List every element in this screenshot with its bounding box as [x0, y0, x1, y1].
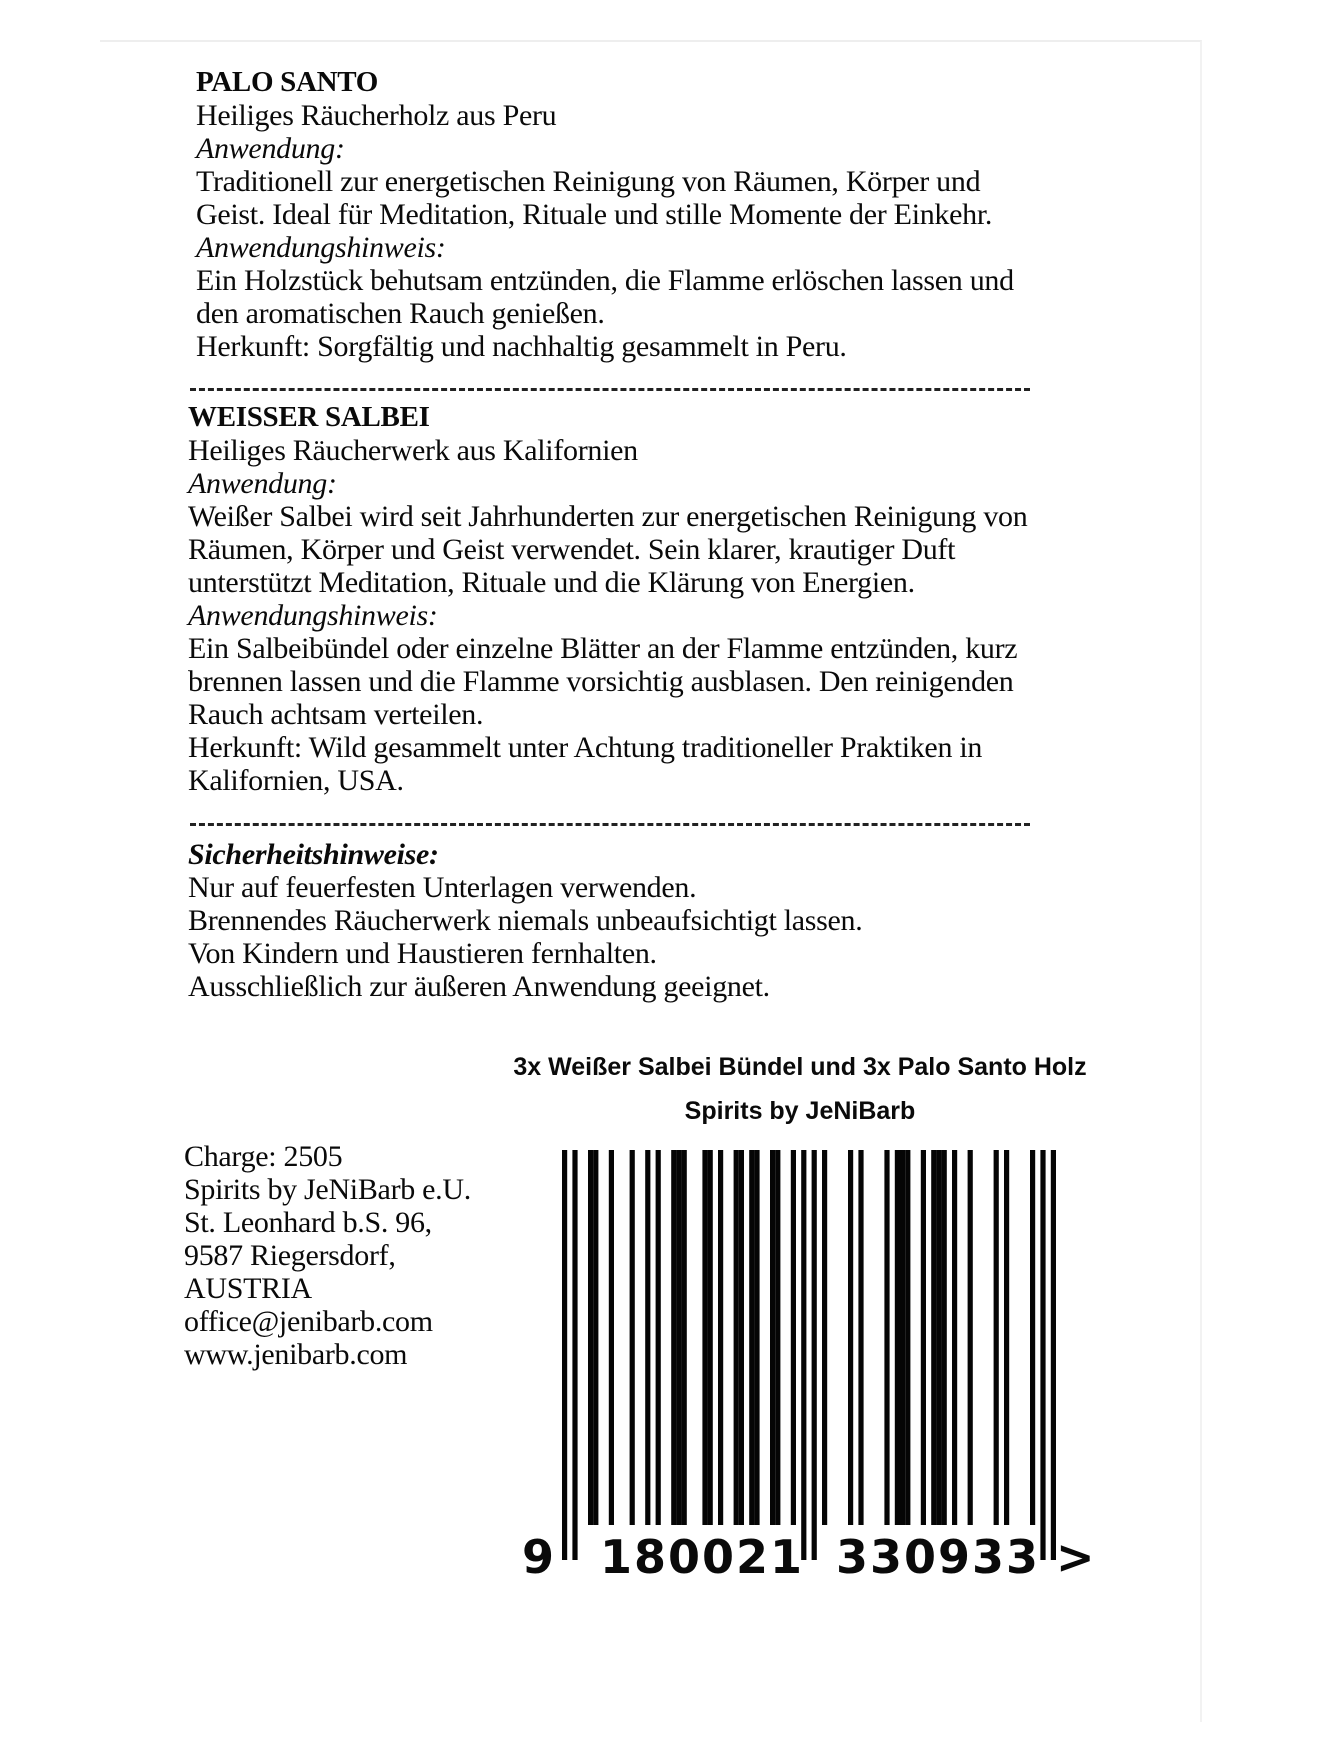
barcode-bar: [884, 1150, 889, 1525]
barcode-bar: [562, 1150, 567, 1560]
barcode-bar: [942, 1150, 947, 1525]
barcode-bar: [921, 1150, 926, 1525]
barcode-bar: [702, 1150, 707, 1525]
barcode-bar: [656, 1150, 661, 1525]
barcode-bar: [936, 1150, 941, 1525]
barcode-bar: [739, 1150, 744, 1525]
palo-santo-usage-line: Traditionell zur energetischen Reinigung von Räumen, Körper und: [196, 165, 981, 198]
barcode-bar: [630, 1150, 635, 1525]
barcode-right-digits: 330933: [836, 1530, 1041, 1584]
ean13-barcode: [540, 1150, 1080, 1570]
barcode-bar: [931, 1150, 936, 1525]
salbei-usage-line: unterstützt Meditation, Rituale und die Klärung von Energien.: [188, 566, 915, 599]
palo-santo-origin: Herkunft: Sorgfältig und nachhaltig gesammelt in Peru.: [196, 330, 847, 363]
palo-santo-hint-label: Anwendungshinweis:: [196, 231, 446, 264]
salbei-usage-label: Anwendung:: [188, 467, 337, 500]
barcode-bar: [1040, 1150, 1045, 1560]
barcode-bar: [708, 1150, 713, 1525]
safety-line: Brennendes Räucherwerk niemals unbeaufsichtigt lassen.: [188, 904, 863, 937]
city: 9587 Riegersdorf,: [184, 1239, 396, 1272]
barcode-bar: [645, 1150, 650, 1525]
safety-section: [188, 838, 862, 1003]
barcode-bar: [588, 1150, 593, 1525]
street: St. Leonhard b.S. 96,: [184, 1206, 432, 1239]
barcode-bar: [682, 1150, 687, 1525]
product-name: 3x Weißer Salbei Bündel und 3x Palo Santo Holz: [513, 1053, 1087, 1081]
barcode-bar: [770, 1150, 775, 1525]
barcode-bar: [1030, 1150, 1035, 1525]
salbei-usage-line: Räumen, Körper und Geist verwendet. Sein klarer, krautiger Duft: [188, 533, 956, 566]
barcode-bar: [952, 1150, 957, 1525]
product-brand: Spirits by JeNiBarb: [684, 1097, 916, 1125]
barcode-bar: [812, 1150, 817, 1560]
barcode-bar: [775, 1150, 780, 1525]
barcode-first-digit: 9: [522, 1530, 555, 1584]
salbei-hint-label: Anwendungshinweis:: [188, 599, 438, 632]
dashed-separator: [190, 823, 1030, 826]
safety-line: Ausschließlich zur äußeren Anwendung geeignet.: [188, 970, 770, 1003]
salbei-hint-line: brennen lassen und die Flamme vorsichtig ausblasen. Den reinigenden: [188, 665, 1014, 698]
barcode-bar: [848, 1150, 853, 1525]
barcode-left-digits: 180021: [600, 1530, 805, 1584]
dashed-separator: [190, 388, 1030, 391]
barcode-bar: [895, 1150, 900, 1525]
barcode-bar: [994, 1150, 999, 1525]
country: AUSTRIA: [184, 1272, 312, 1305]
barcode-bar: [609, 1150, 614, 1525]
barcode-quiet-marker: >: [1056, 1530, 1095, 1584]
palo-santo-subtitle: Heiliges Räucherholz aus Peru: [196, 99, 557, 132]
salbei-hint-line: Ein Salbeibündel oder einzelne Blätter an der Flamme entzünden, kurz: [188, 632, 1018, 665]
salbei-section: [188, 401, 1027, 797]
barcode-bar: [968, 1150, 973, 1525]
palo-santo-hint-line: den aromatischen Rauch genießen.: [196, 297, 605, 330]
barcode-bar: [791, 1150, 796, 1525]
salbei-origin-line: Kalifornien, USA.: [188, 764, 404, 797]
palo-santo-section: [196, 66, 1014, 363]
address-block: [184, 1140, 471, 1371]
barcode-bar: [1051, 1150, 1056, 1560]
salbei-hint-line: Rauch achtsam verteilen.: [188, 698, 484, 731]
palo-santo-usage-label: Anwendung:: [196, 132, 345, 165]
barcode-bar: [671, 1150, 676, 1525]
barcode-bar: [676, 1150, 681, 1525]
barcode-bar: [858, 1150, 863, 1525]
barcode-bar: [900, 1150, 905, 1525]
palo-santo-usage-line: Geist. Ideal für Meditation, Rituale und stille Momente der Einkehr.: [196, 198, 993, 231]
barcode-bar: [593, 1150, 598, 1525]
safety-line: Von Kindern und Haustieren fernhalten.: [188, 937, 657, 970]
palo-santo-hint-line: Ein Holzstück behutsam entzünden, die Flamme erlöschen lassen und: [196, 264, 1014, 297]
barcode-bar: [905, 1150, 910, 1525]
barcode-bar: [754, 1150, 759, 1525]
barcode-bar: [572, 1150, 577, 1560]
salbei-subtitle: Heiliges Räucherwerk aus Kalifornien: [188, 434, 638, 467]
salbei-usage-line: Weißer Salbei wird seit Jahrhunderten zur energetischen Reinigung von: [188, 500, 1028, 533]
barcode-bar: [801, 1150, 806, 1560]
safety-line: Nur auf feuerfesten Unterlagen verwenden.: [188, 871, 697, 904]
salbei-origin-line: Herkunft: Wild gesammelt unter Achtung traditioneller Praktiken in: [188, 731, 983, 764]
barcode-bar: [749, 1150, 754, 1525]
salbei-title: WEISSER SALBEI: [188, 401, 430, 433]
website: www.jenibarb.com: [184, 1338, 408, 1371]
barcode-bar: [1004, 1150, 1009, 1525]
palo-santo-title: PALO SANTO: [196, 66, 379, 98]
barcode-bar: [822, 1150, 827, 1525]
company-name: Spirits by JeNiBarb e.U.: [184, 1173, 471, 1206]
safety-label: Sicherheitshinweise:: [188, 838, 439, 871]
email: office@jenibarb.com: [184, 1305, 433, 1338]
barcode-bar: [734, 1150, 739, 1525]
barcode-bar: [718, 1150, 723, 1525]
batch-number: Charge: 2505: [184, 1140, 343, 1173]
